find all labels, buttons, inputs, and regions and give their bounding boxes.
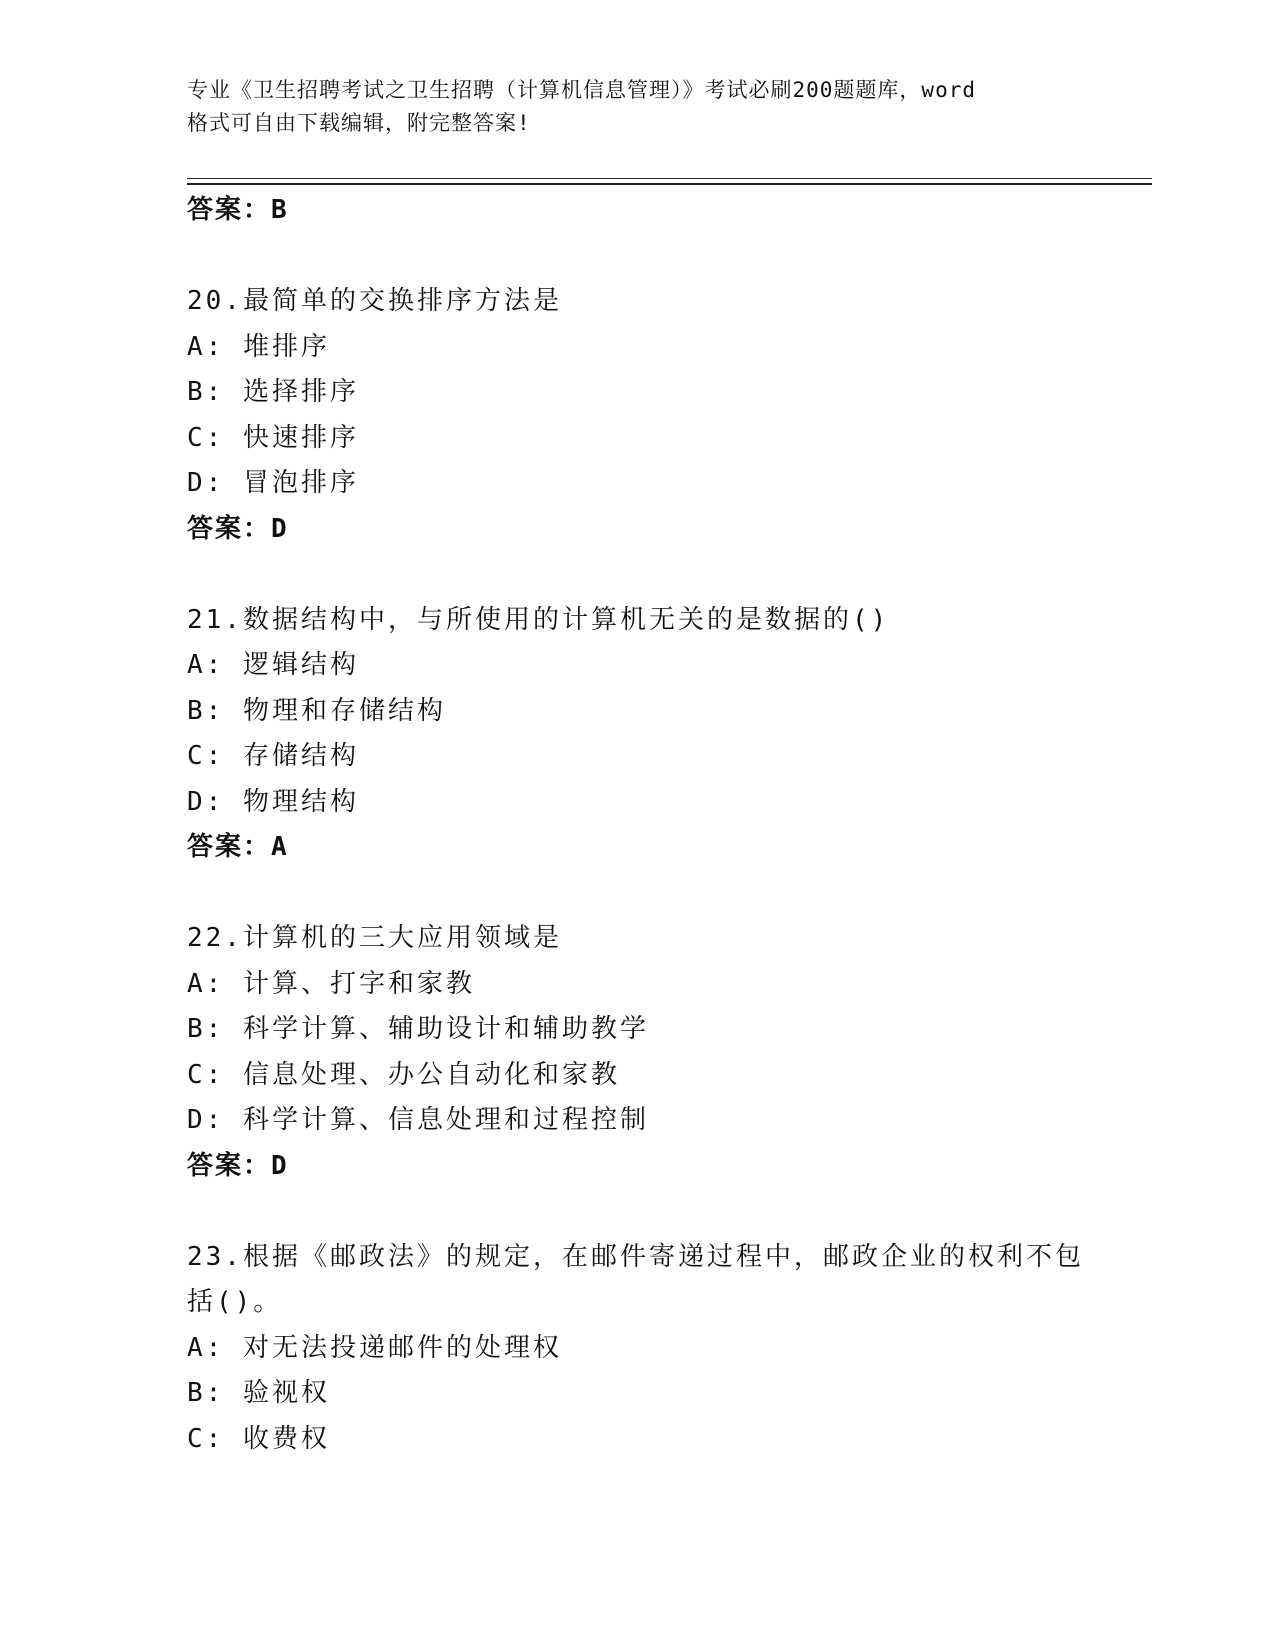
spacer: [187, 1189, 1087, 1235]
option-d: D: 物理结构: [187, 786, 359, 817]
option-d: D: 冒泡排序: [187, 468, 359, 498]
question-list: [187, 188, 1087, 1462]
header-divider-thin: [187, 178, 1152, 179]
option-b: B: 验视权: [187, 1378, 330, 1408]
question-stem: 20.最简单的交换排序方法是: [187, 286, 562, 316]
spacer: [187, 552, 1087, 598]
option-c: C: 收费权: [187, 1423, 330, 1454]
question-20: [187, 279, 1087, 552]
header-line-2: 格式可自由下载编辑，附完整答案!: [187, 111, 531, 135]
question-stem: 22.计算机的三大应用领域是: [187, 923, 562, 953]
answer: 答案：D: [187, 1150, 289, 1181]
previous-answer: 答案：B: [187, 195, 289, 225]
option-a: A: 计算、打字和家教: [187, 968, 475, 999]
question-23: [187, 1235, 1087, 1463]
question-stem-line-1: 23.根据《邮政法》的规定，在邮件寄递过程中，邮政企业的权利不包: [187, 1241, 1084, 1272]
option-a: A: 逻辑结构: [187, 650, 359, 680]
option-a: A: 堆排序: [187, 331, 330, 362]
header-line-1: 专业《卫生招聘考试之卫生招聘（计算机信息管理）》考试必刷200题题库，word: [187, 78, 976, 102]
option-a: A: 对无法投递邮件的处理权: [187, 1332, 562, 1363]
question-21: [187, 598, 1087, 871]
spacer: [187, 234, 1087, 280]
option-c: C: 信息处理、办公自动化和家教: [187, 1059, 620, 1090]
answer: 答案：A: [187, 832, 289, 862]
option-b: B: 物理和存储结构: [187, 695, 446, 726]
option-b: B: 科学计算、辅助设计和辅助教学: [187, 1014, 649, 1044]
question-stem-line-2: 括()。: [187, 1287, 283, 1317]
option-c: C: 快速排序: [187, 422, 359, 453]
option-d: D: 科学计算、信息处理和过程控制: [187, 1105, 649, 1135]
option-b: B: 选择排序: [187, 377, 359, 407]
question-stem: 21.数据结构中，与所使用的计算机无关的是数据的(): [187, 604, 890, 635]
question-22: [187, 916, 1087, 1189]
answer: 答案：D: [187, 513, 289, 544]
option-c: C: 存储结构: [187, 741, 359, 771]
spacer: [187, 871, 1087, 917]
document-header: [187, 74, 1087, 140]
header-divider-thick: [187, 183, 1152, 185]
